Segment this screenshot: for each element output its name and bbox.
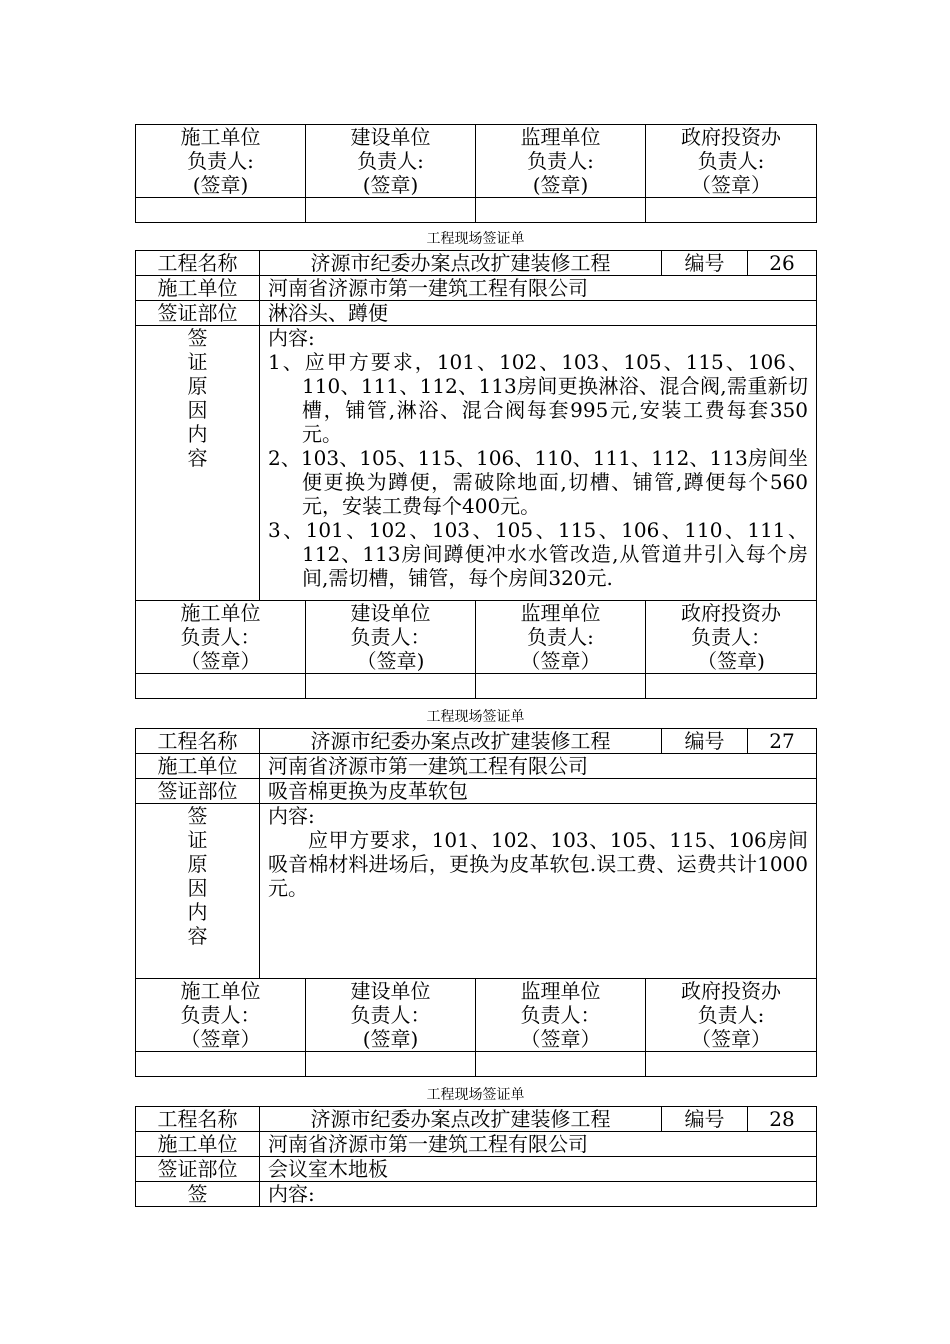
- sig-cell-contractor: 施工单位 负责人： （签章）: [136, 601, 306, 674]
- content-item-1: 1、应甲方要求，101、102、103、105、115、106、110、111、112、113房间更换淋浴、混合阀,需重新切槽，铺管,淋浴、混合阀每套995元,安装工费每套350元。: [268, 350, 808, 446]
- location-value: 吸音棉更换为皮革软包: [260, 779, 817, 804]
- sig-cell-supervisor: 监理单位 负责人: （签章）: [476, 601, 646, 674]
- sig-cell-supervisor: 监理单位 负责人： （签章）: [476, 979, 646, 1052]
- content-text: 应甲方要求，101、102、103、105、115、106房间吸音棉材料进场后，更换为皮革软包.误工费、运费共计1000元。: [268, 828, 808, 900]
- number-value: 26: [748, 251, 817, 276]
- number-value: 28: [748, 1107, 817, 1132]
- visa-form-26: [135, 228, 816, 699]
- location-value: 会议室木地板: [260, 1157, 817, 1182]
- reason-label: 签: [136, 1182, 260, 1207]
- sig-header: 政府投资办: [681, 125, 781, 149]
- sig-cell-owner: 建设单位 负责人： （签章): [306, 601, 476, 674]
- content-prefix: 内容:: [268, 326, 315, 350]
- visa-form-28: [135, 1084, 816, 1207]
- location-label: 签证部位: [136, 301, 260, 326]
- number-label: 编号: [662, 1107, 748, 1132]
- contractor-value: 河南省济源市第一建筑工程有限公司: [260, 1132, 817, 1157]
- reason-label: 签 证 原 因 内 容: [136, 804, 260, 979]
- number-label: 编号: [662, 729, 748, 754]
- contractor-label: 施工单位: [136, 1132, 260, 1157]
- sig-cell-contractor: 施工单位 负责人： （签章）: [136, 979, 306, 1052]
- form-caption: 工程现场签证单: [426, 709, 525, 725]
- location-value: 淋浴头、蹲便: [260, 301, 817, 326]
- sig-cell-contractor: [136, 125, 306, 198]
- number-value: 27: [748, 729, 817, 754]
- sig-header: 监理单位: [520, 125, 601, 149]
- content-prefix: 内容:: [268, 804, 315, 828]
- sig-cell-government: 政府投资办 负责人： （签章): [646, 601, 817, 674]
- number-label: 编号: [662, 251, 748, 276]
- location-label: 签证部位: [136, 779, 260, 804]
- sig-seal: (签章): [192, 173, 249, 197]
- sig-cell-government: [646, 125, 817, 198]
- sig-cell-owner: [306, 125, 476, 198]
- sig-header: 施工单位: [180, 125, 261, 149]
- project-name-value: 济源市纪委办案点改扩建装修工程: [260, 1107, 662, 1132]
- content-item-3: 3、101、102、103、105、115、106、110、111、112、113房间蹲便冲水水管改造,从管道井引入每个房间,需切槽，铺管，每个房间320元.: [268, 518, 808, 590]
- project-name-value: 济源市纪委办案点改扩建装修工程: [260, 251, 662, 276]
- sig-cell-owner: 建设单位 负责人： (签章): [306, 979, 476, 1052]
- sig-person: 负责人:: [187, 149, 254, 173]
- reason-content: [260, 326, 817, 601]
- contractor-value: 河南省济源市第一建筑工程有限公司: [260, 754, 817, 779]
- sig-seal: (签章): [532, 173, 589, 197]
- sig-seal: (签章): [362, 173, 419, 197]
- signature-block-top: [135, 124, 816, 223]
- form-caption: 工程现场签证单: [426, 231, 525, 247]
- reason-content: 内容:: [260, 1182, 817, 1207]
- sig-person: 负责人:: [697, 149, 765, 173]
- sig-person: 负责人:: [527, 149, 594, 173]
- reason-label: 签 证 原 因 内 容: [136, 326, 260, 601]
- sig-cell-supervisor: [476, 125, 646, 198]
- contractor-value: 河南省济源市第一建筑工程有限公司: [260, 276, 817, 301]
- form-caption: 工程现场签证单: [426, 1087, 525, 1103]
- sig-seal: （签章）: [691, 173, 771, 197]
- sig-cell-government: 政府投资办 负责人: （签章）: [646, 979, 817, 1052]
- project-name-label: 工程名称: [136, 251, 260, 276]
- content-item-2: 2、103、105、115、106、110、111、112、113房间坐便更换为蹲便，需破除地面,切槽、铺管,蹲便每个560元，安装工费每个400元。: [268, 446, 808, 518]
- project-name-label: 工程名称: [136, 1107, 260, 1132]
- reason-content: [260, 804, 817, 979]
- sig-person: 负责人:: [357, 149, 424, 173]
- location-label: 签证部位: [136, 1157, 260, 1182]
- visa-form-27: [135, 706, 816, 1077]
- project-name-label: 工程名称: [136, 729, 260, 754]
- sig-header: 建设单位: [350, 125, 431, 149]
- project-name-value: 济源市纪委办案点改扩建装修工程: [260, 729, 662, 754]
- contractor-label: 施工单位: [136, 754, 260, 779]
- contractor-label: 施工单位: [136, 276, 260, 301]
